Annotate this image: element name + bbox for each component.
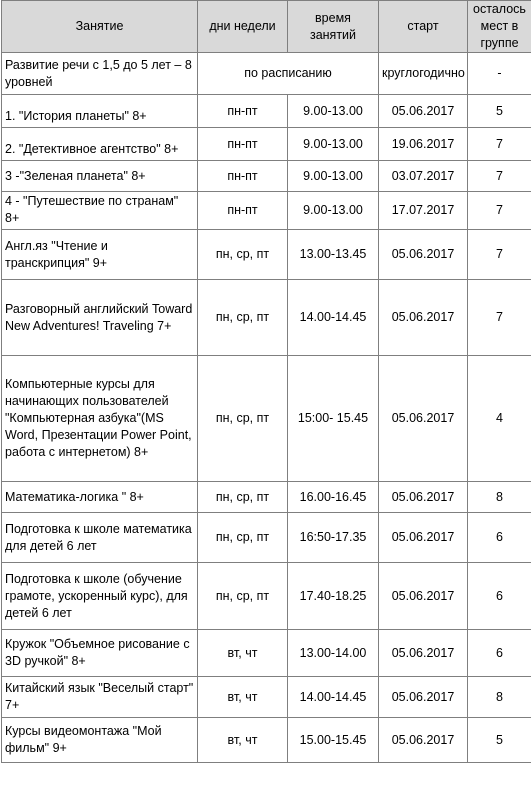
days-cell: пн, ср, пт [198, 563, 288, 630]
days-cell: пн, ср, пт [198, 230, 288, 280]
seats-cell: 7 [468, 128, 531, 161]
days-cell: пн, ср, пт [198, 280, 288, 356]
table-row [2, 280, 531, 356]
seats-cell: 8 [468, 677, 531, 718]
days-cell: пн-пт [198, 161, 288, 192]
table-row [2, 230, 531, 280]
time-cell: 15:00- 15.45 [288, 356, 379, 482]
subject-cell: 3 -"Зеленая планета" 8+ [2, 161, 198, 192]
header-start: старт [379, 1, 468, 53]
time-cell: 9.00-13.00 [288, 192, 379, 230]
start-cell: 03.07.2017 [379, 161, 468, 192]
table-row [2, 563, 531, 630]
table-row [2, 192, 531, 230]
subject-cell: Подготовка к школе (обучение грамоте, ускоренный курс), для детей 6 лет [2, 563, 198, 630]
seats-cell: 8 [468, 482, 531, 513]
start-cell: 05.06.2017 [379, 513, 468, 563]
days-cell: пн-пт [198, 192, 288, 230]
seats-cell: 5 [468, 95, 531, 128]
days-cell: пн-пт [198, 95, 288, 128]
table-row [2, 161, 531, 192]
subject-cell: 1. "История планеты" 8+ [2, 95, 198, 128]
days-cell: вт, чт [198, 630, 288, 677]
subject-cell: Англ.яз "Чтение и транскрипция" 9+ [2, 230, 198, 280]
start-cell: 05.06.2017 [379, 230, 468, 280]
subject-cell: Кружок "Объемное рисование с 3D ручкой" 8+ [2, 630, 198, 677]
table-row [2, 482, 531, 513]
time-cell: 13.00-13.45 [288, 230, 379, 280]
time-cell: 15.00-15.45 [288, 718, 379, 763]
start-cell: 19.06.2017 [379, 128, 468, 161]
seats-cell: - [468, 53, 531, 95]
seats-cell: 5 [468, 718, 531, 763]
time-cell: 9.00-13.00 [288, 128, 379, 161]
seats-cell: 7 [468, 230, 531, 280]
start-cell: 05.06.2017 [379, 95, 468, 128]
time-cell: 13.00-14.00 [288, 630, 379, 677]
subject-cell: Компьютерные курсы для начинающих пользователей "Компьютерная азбука"(MS Word, Презентации Power Point, работа с интернетом) 8+ [2, 356, 198, 482]
start-cell: 05.06.2017 [379, 630, 468, 677]
days-cell: пн, ср, пт [198, 356, 288, 482]
time-cell: 17.40-18.25 [288, 563, 379, 630]
time-cell: 14.00-14.45 [288, 677, 379, 718]
seats-cell: 7 [468, 161, 531, 192]
header-subject: Занятие [2, 1, 198, 53]
days-cell: пн, ср, пт [198, 513, 288, 563]
seats-cell: 7 [468, 280, 531, 356]
start-cell: круглогодично [379, 53, 468, 95]
start-cell: 05.06.2017 [379, 356, 468, 482]
seats-cell: 6 [468, 563, 531, 630]
table-row [2, 356, 531, 482]
seats-cell: 6 [468, 513, 531, 563]
time-cell: 16:50-17.35 [288, 513, 379, 563]
subject-cell: Подготовка к школе математика для детей 6 лет [2, 513, 198, 563]
days-cell: пн-пт [198, 128, 288, 161]
days-cell: вт, чт [198, 677, 288, 718]
schedule-cell: по расписанию [198, 53, 379, 95]
header-days: дни недели [198, 1, 288, 53]
subject-cell: Математика-логика " 8+ [2, 482, 198, 513]
time-cell: 9.00-13.00 [288, 95, 379, 128]
start-cell: 05.06.2017 [379, 563, 468, 630]
table-row [2, 718, 531, 763]
start-cell: 05.06.2017 [379, 280, 468, 356]
seats-cell: 4 [468, 356, 531, 482]
time-cell: 14.00-14.45 [288, 280, 379, 356]
table-row [2, 513, 531, 563]
seats-cell: 6 [468, 630, 531, 677]
subject-cell: Развитие речи с 1,5 до 5 лет – 8 уровней [2, 53, 198, 95]
header-seats: осталось мест в группе [468, 1, 531, 53]
days-cell: пн, ср, пт [198, 482, 288, 513]
table-row [2, 53, 531, 95]
table-row [2, 95, 531, 128]
subject-cell: 2. "Детективное агентство" 8+ [2, 128, 198, 161]
subject-cell: Курсы видеомонтажа "Мой фильм" 9+ [2, 718, 198, 763]
seats-cell: 7 [468, 192, 531, 230]
start-cell: 05.06.2017 [379, 482, 468, 513]
table-row [2, 630, 531, 677]
table-row [2, 128, 531, 161]
start-cell: 05.06.2017 [379, 718, 468, 763]
time-cell: 9.00-13.00 [288, 161, 379, 192]
table-header-row [2, 1, 531, 53]
table-row [2, 677, 531, 718]
subject-cell: Китайский язык "Веселый старт" 7+ [2, 677, 198, 718]
schedule-table [1, 0, 531, 763]
start-cell: 05.06.2017 [379, 677, 468, 718]
start-cell: 17.07.2017 [379, 192, 468, 230]
subject-cell: Разговорный английский Toward New Adventures! Traveling 7+ [2, 280, 198, 356]
days-cell: вт, чт [198, 718, 288, 763]
time-cell: 16.00-16.45 [288, 482, 379, 513]
subject-cell: 4 - "Путешествие по странам" 8+ [2, 192, 198, 230]
header-time: время занятий [288, 1, 379, 53]
